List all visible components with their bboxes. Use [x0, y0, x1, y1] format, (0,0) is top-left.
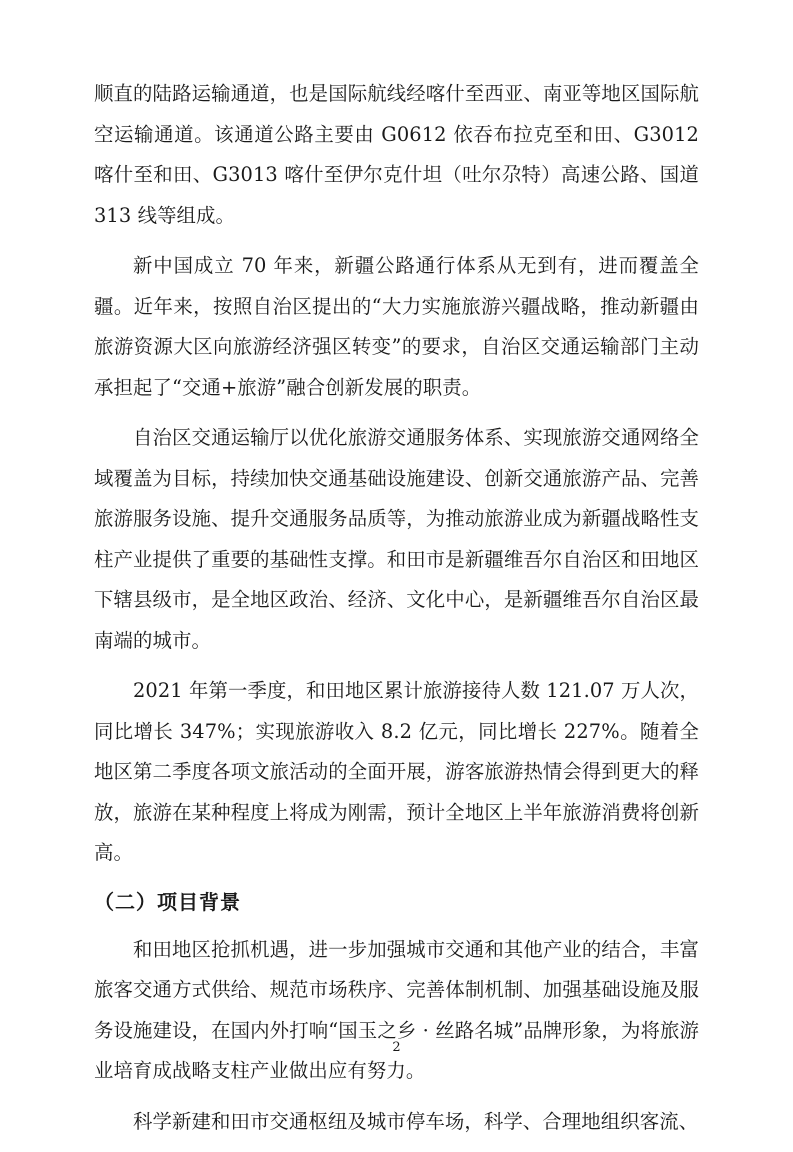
- page-content: [94, 74, 699, 1152]
- section-heading-project-background: （二）项目背景: [94, 889, 241, 914]
- paragraph-transport-department: 自治区交通运输厅以优化旅游交通服务体系、实现旅游交通网络全域覆盖为目标，持续加快交通基础设施建设、创新交通旅游产品、完善旅游服务设施、提升交通服务品质等，为推动旅游业成为新疆战略性支柱产业提供了重要的基础性支撑。和田市是新疆维吾尔自治区和田地区下辖县级市，是全地区政治、经济、文化中心，是新疆维吾尔自治区最南端的城市。: [94, 426, 699, 652]
- paragraph-project-background: 和田地区抢抓机遇，进一步加强城市交通和其他产业的结合，丰富旅客交通方式供给、规范市场秩序、完善体制机制、加强基础设施及服务设施建设，在国内外打响“国玉之乡 · 丝路名城”品牌形象，为将旅游业培育成战略支柱产业做出应有努力。: [94, 937, 699, 1082]
- paragraph-continued: 顺直的陆路运输通道，也是国际航线经喀什至西亚、南亚等地区国际航空运输通道。该通道公路主要由 G0612 依吞布拉克至和田、G3012喀什至和田、G3013 喀什至伊尔克什坦（吐尔尕特）高速公路、国道313 线等组成。: [94, 82, 699, 227]
- page-number: 2: [392, 1040, 401, 1055]
- paragraph-tourism-statistics: 2021 年第一季度，和田地区累计旅游接待人数 121.07 万人次，同比增长 347%；实现旅游收入 8.2 亿元，同比增长 227%。随着全地区第二季度各项文旅活动的全面开展，游客旅游热情会得到更大的释放，旅游在某种程度上将成为刚需，预计全地区上半年旅游消费将创新高。: [94, 679, 699, 864]
- paragraph-highway-history: 新中国成立 70 年来，新疆公路通行体系从无到有，进而覆盖全疆。近年来，按照自治区提出的“大力实施旅游兴疆战略，推动新疆由旅游资源大区向旅游经济强区转变”的要求，自治区交通运输部门主动承担起了“交通+旅游”融合创新发展的职责。: [94, 254, 699, 399]
- paragraph-transport-hub: 科学新建和田市交通枢纽及城市停车场，科学、合理地组织客流、: [133, 1109, 699, 1133]
